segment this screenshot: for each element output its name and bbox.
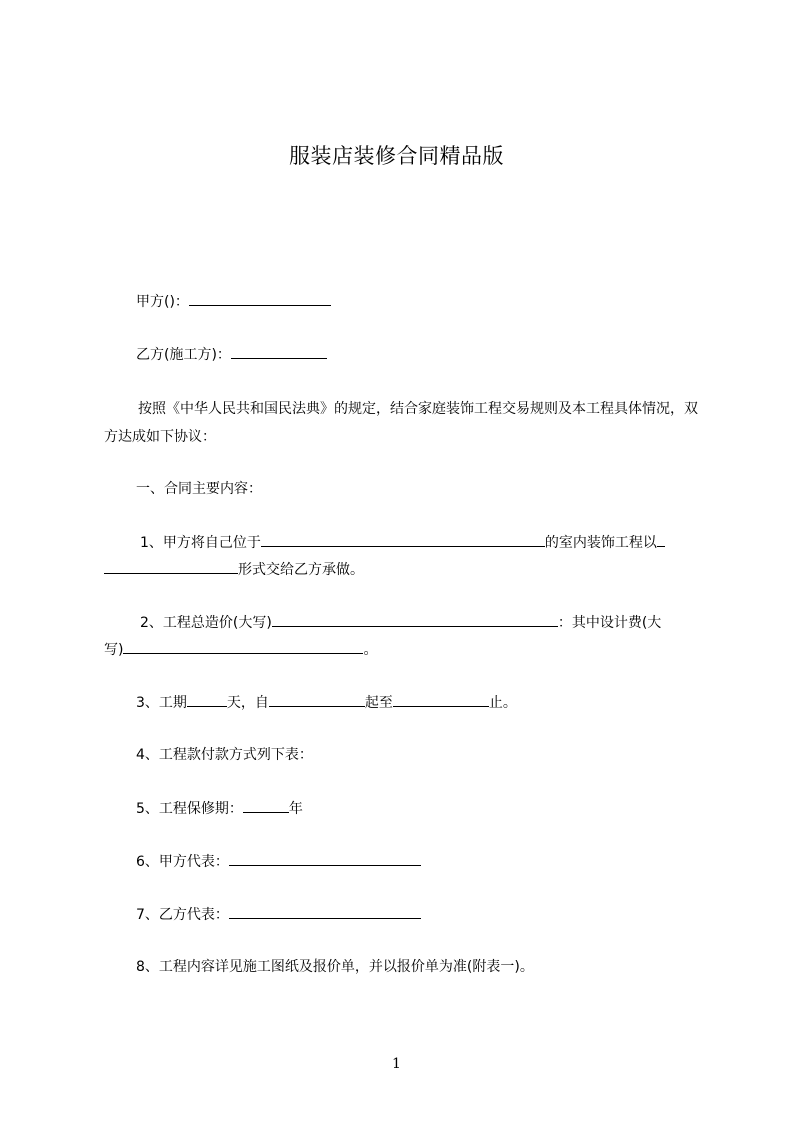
party-a-label: 甲方()： — [136, 294, 189, 310]
party-b-label: 乙方(施工方)： — [136, 347, 231, 363]
item-2-blank-2[interactable] — [346, 612, 558, 627]
item-7-line — [136, 904, 421, 925]
item-1-text-a: 1、甲方将自己位于 — [140, 535, 261, 551]
item-3-blank-start[interactable] — [269, 692, 365, 707]
item-1-line-2 — [104, 559, 364, 580]
item-1-blank-2[interactable] — [349, 532, 545, 547]
item-2-text-d: 。 — [363, 642, 378, 658]
item-3-text-d: 止。 — [488, 695, 517, 711]
item-2-line-2 — [104, 639, 377, 660]
item-3-text-a: 3、工期 — [136, 695, 187, 711]
section-heading: 一、合同主要内容： — [136, 481, 262, 497]
item-6-line — [136, 851, 421, 872]
item-1-line-1 — [140, 532, 665, 553]
item-7-label: 7、乙方代表： — [136, 907, 229, 923]
party-a-representative-blank[interactable] — [229, 851, 421, 866]
page-number: 1 — [392, 1056, 401, 1072]
item-2-blank-3[interactable] — [123, 639, 363, 654]
item-5-text-b: 年 — [288, 801, 303, 817]
item-2-blank-1[interactable] — [272, 612, 346, 627]
item-2-text-c: 写) — [104, 642, 124, 658]
party-b-representative-blank[interactable] — [229, 904, 421, 919]
item-2-text-b: ：其中设计费(大 — [557, 615, 662, 631]
item-2-line-1 — [140, 612, 661, 633]
party-a-blank[interactable] — [189, 291, 331, 306]
preamble-paragraph: 按照《中华人民共和国民法典》的规定，结合家庭装饰工程交易规则及本工程具体情况，双方达成如下协议： — [104, 401, 698, 445]
document-title: 服装店装修合同精品版 — [289, 144, 504, 168]
item-3-blank-days[interactable] — [187, 692, 227, 707]
party-b-line — [136, 344, 327, 365]
item-1-blank-1[interactable] — [261, 532, 349, 547]
item-2-text-a: 2、工程总造价(大写) — [140, 615, 272, 631]
item-1-text-c: 形式交给乙方承做。 — [238, 562, 364, 578]
party-b-blank[interactable] — [231, 344, 327, 359]
item-3-text-b: 天，自 — [226, 695, 269, 711]
item-1-blank-3[interactable] — [657, 532, 665, 547]
item-5-blank-years[interactable] — [243, 798, 289, 813]
item-3-blank-end[interactable] — [393, 692, 489, 707]
item-4-line: 4、工程款付款方式列下表： — [136, 747, 313, 763]
item-1-text-b: 的室内装饰工程以 — [544, 535, 657, 551]
item-3-text-c: 起至 — [364, 695, 393, 711]
item-5-line — [136, 798, 303, 819]
item-5-text-a: 5、工程保修期： — [136, 801, 243, 817]
item-1-blank-4[interactable] — [104, 559, 238, 574]
party-a-line — [136, 291, 331, 312]
item-3-line — [136, 692, 517, 713]
item-6-label: 6、甲方代表： — [136, 854, 229, 870]
item-8-line: 8、工程内容详见施工图纸及报价单，并以报价单为准(附表一)。 — [136, 959, 534, 975]
